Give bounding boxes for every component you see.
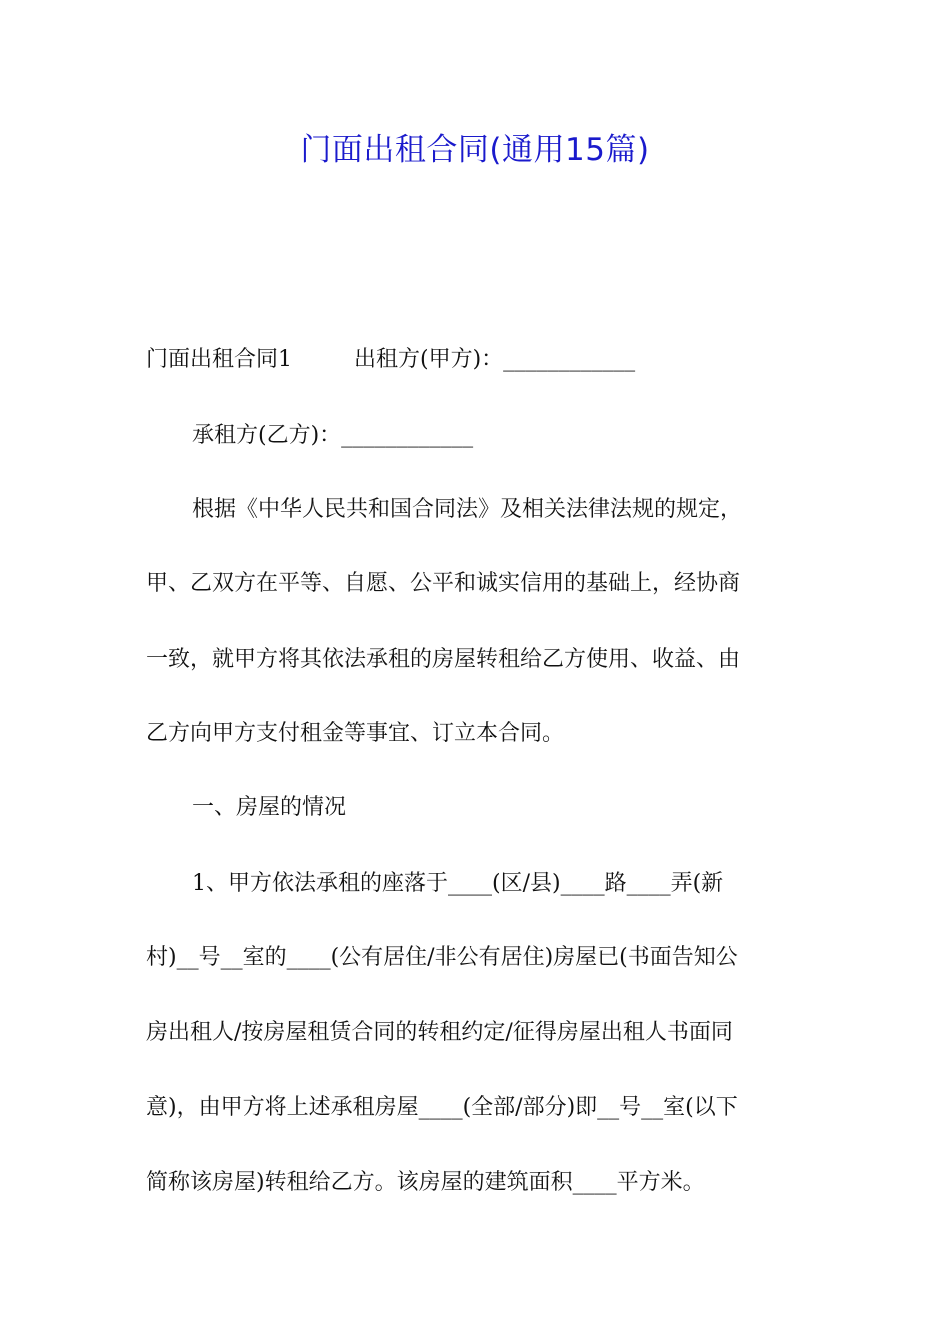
lessor-field: 出租方(甲方)：____________	[354, 347, 636, 372]
clause-line-3: 房出租人/按房屋租赁合同的转租约定/征得房屋出租人书面同	[146, 1020, 733, 1045]
contract-number-label: 门面出租合同1	[146, 347, 292, 372]
preamble-line-4: 乙方向甲方支付租金等事宜、订立本合同。	[146, 721, 565, 746]
preamble-line-2: 甲、乙双方在平等、自愿、公平和诚实信用的基础上，经协商	[146, 571, 741, 596]
preamble-line-3: 一致，就甲方将其依法承租的房屋转租给乙方使用、收益、由	[146, 647, 741, 672]
section-heading: 一、房屋的情况	[192, 795, 347, 820]
clause-line-1: 1、甲方依法承租的座落于____(区/县)____路____弄(新	[192, 871, 724, 896]
preamble-line-1: 根据《中华人民共和国合同法》及相关法律法规的规定，	[192, 497, 743, 522]
document-title: 门面出租合同(通用15篇)	[300, 132, 650, 168]
clause-line-4: 意)，由甲方将上述承租房屋____(全部/部分)即__号__室(以下	[146, 1095, 738, 1120]
header-line	[146, 344, 812, 376]
clause-line-2: 村)__号__室的____(公有居住/非公有居住)房屋已(书面告知公	[146, 945, 738, 970]
lessee-field: 承租方(乙方)：____________	[192, 423, 474, 448]
clause-line-5: 简称该房屋)转租给乙方。该房屋的建筑面积____平方米。	[146, 1170, 705, 1195]
